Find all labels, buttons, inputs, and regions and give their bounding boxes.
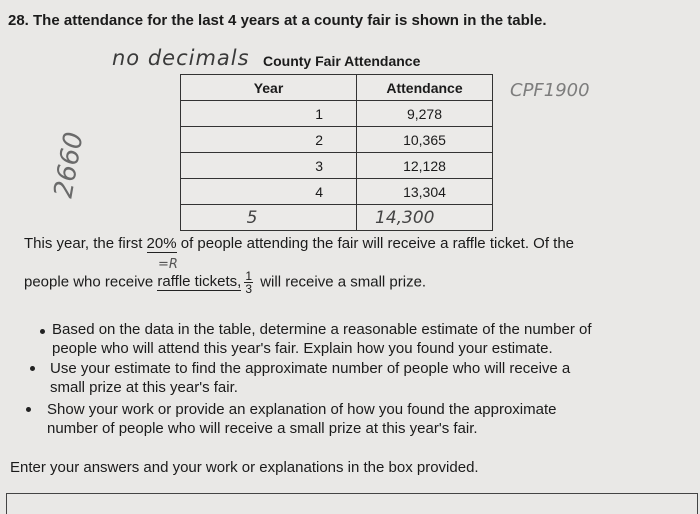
handwritten-year-cell: 5 [181, 205, 357, 231]
year-cell: 1 [181, 101, 357, 127]
table-row [181, 101, 493, 127]
attendance-table [180, 74, 493, 231]
answer-box[interactable] [6, 493, 698, 514]
handwritten-table-row [181, 205, 493, 231]
fraction-denominator: 3 [245, 282, 253, 296]
table-header-row [181, 75, 493, 101]
bullet-text: Based on the data in the table, determine a reasonable estimate of the number of [52, 321, 592, 338]
header-attendance: Attendance [357, 75, 493, 101]
handwritten-raffle-mark: =R [158, 257, 178, 272]
paragraph-text: This year, the first [24, 235, 147, 252]
paragraph-line-1 [24, 235, 574, 252]
handwritten-attendance-cell: 14,300 [357, 205, 493, 231]
table-title: County Fair Attendance [263, 53, 421, 69]
bullet-item-2 [50, 359, 570, 397]
bullet-dot [30, 366, 35, 371]
year-cell: 3 [181, 153, 357, 179]
bullet-text: people who will attend this year's fair. Explain how you found your estimate. [52, 340, 553, 357]
bullet-dot [40, 329, 45, 334]
table-row [181, 179, 493, 205]
bullet-text: number of people who will receive a small prize at this year's fair. [47, 420, 478, 437]
paragraph-line-2 [24, 270, 426, 295]
handwritten-margin-number: 2660 [48, 129, 90, 201]
year-cell: 2 [181, 127, 357, 153]
attendance-cell: 13,304 [357, 179, 493, 205]
attendance-cell: 10,365 [357, 127, 493, 153]
header-year: Year [181, 75, 357, 101]
table-row [181, 127, 493, 153]
paragraph-text: of people attending the fair will receive a raffle ticket. Of the [176, 235, 575, 252]
table-row [181, 153, 493, 179]
year-cell: 4 [181, 179, 357, 205]
bullet-item-3 [47, 400, 556, 438]
handwritten-no-decimals: no decimals [112, 46, 250, 70]
underlined-raffle-tickets: raffle tickets, [157, 273, 242, 291]
fraction-numerator: 1 [245, 269, 253, 283]
fraction [244, 270, 253, 295]
instruction-text: Enter your answers and your work or explanations in the box provided. [10, 459, 479, 476]
paragraph-text: people who receive [24, 273, 158, 291]
handwritten-right-note: CPF1900 [510, 80, 590, 101]
question-title: 28. The attendance for the last 4 years at a county fair is shown in the table. [8, 12, 547, 29]
attendance-cell: 12,128 [357, 153, 493, 179]
underlined-percent: 20% [146, 235, 177, 252]
bullet-text: Show your work or provide an explanation of how you found the approximate [47, 401, 557, 418]
attendance-cell: 9,278 [357, 101, 493, 127]
paragraph-text: will receive a small prize. [256, 273, 427, 291]
bullet-dot [26, 407, 31, 412]
bullet-text: small prize at this year's fair. [50, 379, 238, 396]
bullet-item-1 [52, 320, 592, 358]
bullet-text: Use your estimate to find the approximate number of people who will receive a [50, 360, 571, 377]
